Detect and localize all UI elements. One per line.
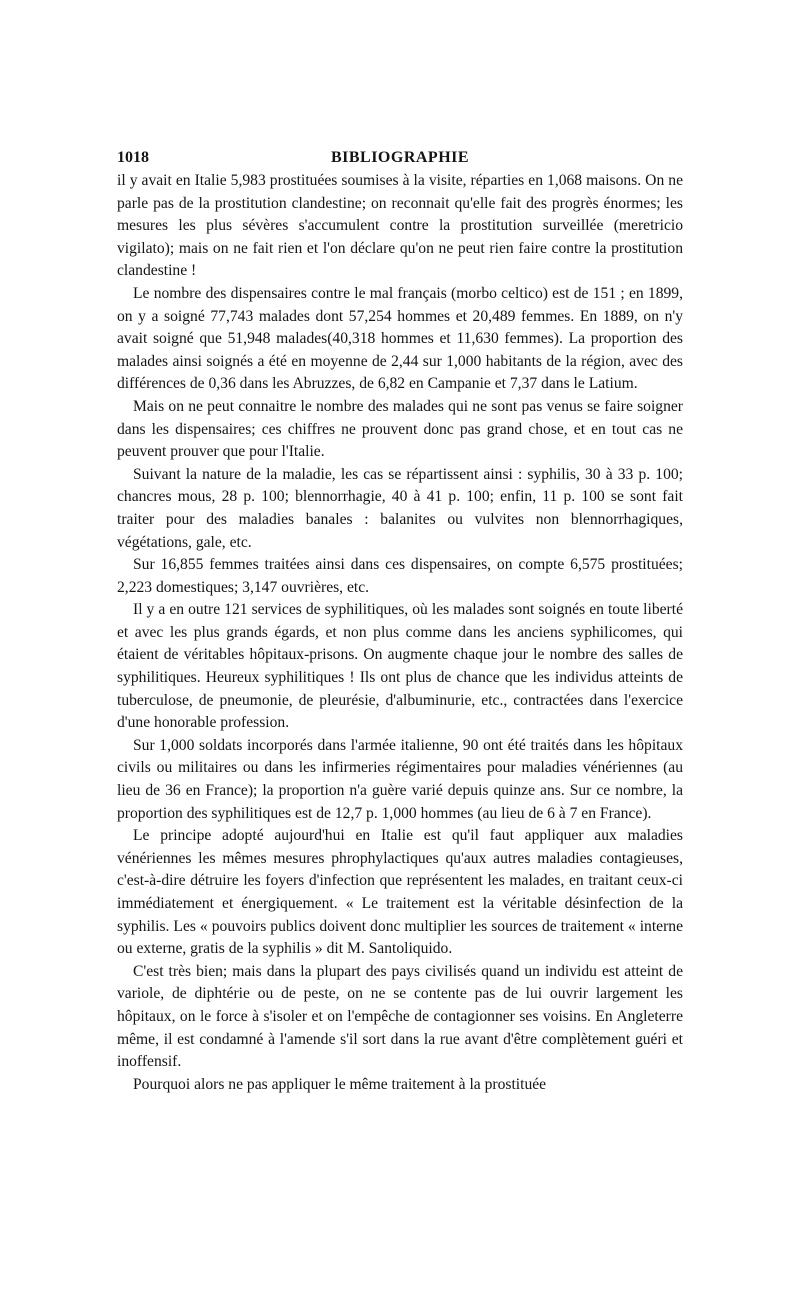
paragraph: Le nombre des dispensaires contre le mal français (morbo celtico) est de 151 ; en 1899, on y a soigné 77,743 malades dont 57,254 hommes et 20,489 femmes. En 1889, on n'y avait soigné que 51,948 malades(40,318 hommes et 11,630 femmes). La proportion des malades ainsi soignés a été en moyenne de 2,44 sur 1,000 habitants de la région, avec des différences de 0,36 dans les Abruzzes, de 6,82 en Campanie et 7,37 dans le Latium.: [117, 284, 683, 393]
paragraph: Suivant la nature de la maladie, les cas se répartissent ainsi : syphilis, 30 à 33 p. 100; chancres mous, 28 p. 100; blennorrhagie, 40 à 41 p. 100; enfin, 11 p. 100 se sont fait traiter pour des maladies banales : balanites ou vulvites non blennorrhagiques, végétations, gale, etc.: [117, 465, 683, 551]
paragraph: Le principe adopté aujourd'hui en Italie est qu'il faut appliquer aux maladies vénériennes les mêmes mesures phrophylactiques qu'aux autres maladies contagieuses, c'est-à-dire détruire les foyers d'infection que représentent les malades, en traitant ceux-ci immédiatement et énergiquement. « Le traitement est la véritable désinfection de la syphilis. Les « pouvoirs publics doivent donc multiplier les sources de traitement « interne ou externe, gratis de la syphilis » dit M. Santoliquido.: [117, 827, 683, 958]
paragraph: Mais on ne peut connaitre le nombre des malades qui ne sont pas venus se faire soigner dans les dispensaires; ces chiffres ne prouvent donc pas grand chose, et en tout cas ne peuvent prouver que pour l'Italie.: [117, 397, 683, 461]
page-header: [117, 146, 683, 170]
paragraph: Il y a en outre 121 services de syphilitiques, où les malades sont soignés en toute liberté et avec les plus grands égards, et non plus comme dans les anciens syphilicomes, qui étaient de véritables hôpitaux-prisons. On augmente chaque jour le nombre des salles de syphilitiques. Heureux syphilitiques ! Ils ont plus de chance que les individus atteints de tuberculose, de pneumonie, de pleurésie, d'albuminurie, etc., contractées dans l'exercice d'une honorable profession.: [117, 601, 683, 732]
document-page: [117, 146, 683, 1096]
paragraph: C'est très bien; mais dans la plupart des pays civilisés quand un individu est atteint de variole, de diphtérie ou de peste, on ne se contente pas de lui ouvrir largement les hôpitaux, on le force à s'isoler et on l'empêche de contagionner ses voisins. En Angleterre même, il est condamné à l'amende s'il sort dans la rue avant d'être complètement guéri et inoffensif.: [117, 962, 683, 1071]
paragraph: Pourquoi alors ne pas appliquer le même traitement à la prostituée: [133, 1075, 547, 1093]
paragraph: Sur 1,000 soldats incorporés dans l'armée italienne, 90 ont été traités dans les hôpitaux civils ou militaires ou dans les infirmeries régimentaires pour maladies vénériennes (au lieu de 36 en France); la proportion n'a guère varié depuis quinze ans. Sur ce nombre, la proportion des syphilitiques est de 12,7 p. 1,000 hommes (au lieu de 6 à 7 en France).: [117, 736, 683, 822]
paragraph: Sur 16,855 femmes traitées ainsi dans ces dispensaires, on compte 6,575 prostituées; 2,223 domestiques; 3,147 ouvrières, etc.: [117, 556, 683, 596]
paragraph: il y avait en Italie 5,983 prostituées soumises à la visite, réparties en 1,068 maisons. On ne parle pas de la prostitution clandestine; on reconnait qu'elle fait des progrès énormes; les mesures les plus sévères s'accumulent contre la prostitution surveillée (meretricio vigilato); mais on ne fait rien et l'on déclare qu'on ne peut rien faire contre la prostitution clandestine !: [117, 172, 683, 280]
body-text: [117, 170, 683, 1096]
running-title: BIBLIOGRAPHIE: [330, 149, 470, 166]
page-number: 1018: [117, 149, 149, 166]
